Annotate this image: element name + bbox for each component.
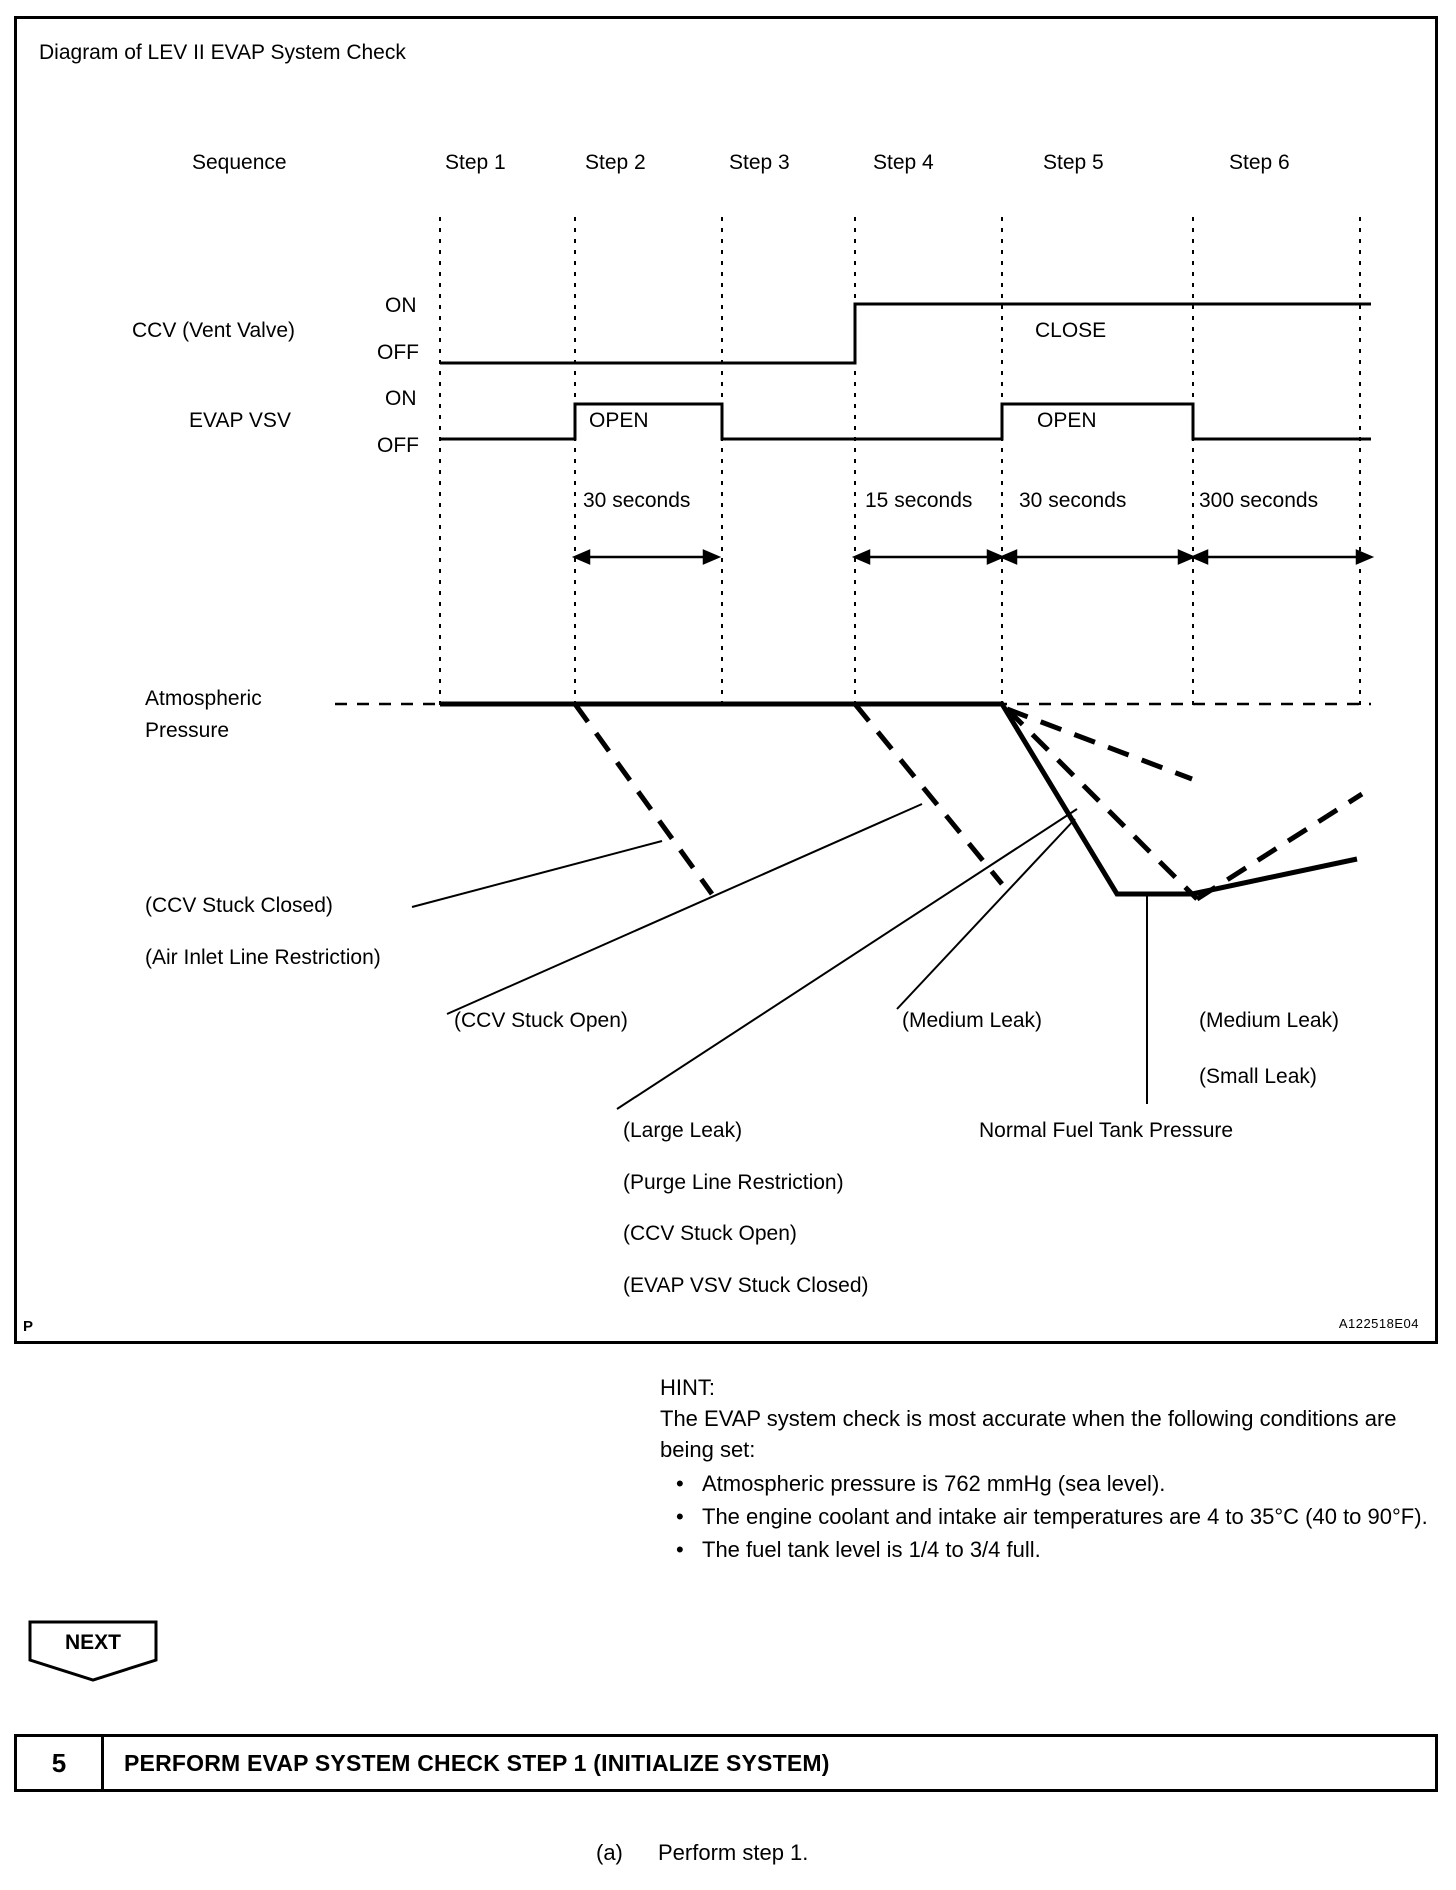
evap-diagram-panel	[14, 16, 1438, 1344]
diagram-title: Diagram of LEV II EVAP System Check	[39, 41, 406, 64]
duration-label-2: 15 seconds	[865, 489, 973, 512]
step-label-4: Step 4	[873, 151, 934, 174]
evap-vsv-row-name: EVAP VSV	[189, 409, 291, 432]
duration-label-1: 30 seconds	[583, 489, 691, 512]
duration-label-3: 30 seconds	[1019, 489, 1127, 512]
step-title: PERFORM EVAP SYSTEM CHECK STEP 1 (INITIALIZE SYSTEM)	[124, 1749, 830, 1776]
atmospheric-pressure-label-line2: Pressure	[145, 719, 230, 742]
hint-body: The EVAP system check is most accurate when the following conditions are being set:	[660, 1406, 1397, 1463]
sub-instruction-marker: (a)	[596, 1840, 623, 1865]
step-label-2: Step 2	[585, 151, 646, 174]
ccv-close-state: CLOSE	[1035, 319, 1107, 342]
bullet-glyph: •	[676, 1503, 684, 1529]
diagram-graphics	[17, 19, 1441, 1347]
hint-bullet-text: The engine coolant and intake air temperatures are 4 to 35°C (40 to 90°F).	[702, 1503, 1428, 1529]
duration-label-4: 300 seconds	[1199, 489, 1319, 512]
annotation-normal-fuel-tank-pressure: Normal Fuel Tank Pressure	[979, 1119, 1234, 1142]
hint-bullet-text: The fuel tank level is 1/4 to 3/4 full.	[702, 1537, 1041, 1563]
atmospheric-pressure-label-line1: Atmospheric	[145, 687, 262, 710]
ccv-row-name: CCV (Vent Valve)	[132, 319, 296, 342]
list-item	[660, 1501, 1450, 1532]
step-label-5: Step 5	[1043, 151, 1104, 174]
bullet-glyph: •	[676, 1470, 684, 1496]
step-bar	[14, 1734, 1438, 1792]
sequence-label: Sequence	[192, 151, 287, 174]
next-banner	[28, 1620, 158, 1682]
list-item	[660, 1468, 1450, 1499]
step-label-1: Step 1	[445, 151, 506, 174]
step-label-6: Step 6	[1229, 151, 1290, 174]
hint-bullet-list	[660, 1468, 1450, 1566]
step-label-3: Step 3	[729, 151, 790, 174]
ccv-on-label: ON	[385, 294, 417, 317]
figure-code: A122518E04	[1338, 1316, 1419, 1331]
step-number: 5	[17, 1737, 104, 1789]
evap-vsv-open-state-1: OPEN	[589, 409, 649, 432]
hint-block	[660, 1372, 1450, 1565]
annotation-ccv-stuck-open: (CCV Stuck Open)	[454, 1009, 628, 1032]
evap-vsv-off-label: OFF	[377, 434, 419, 457]
annotation-air-inlet-restriction: (Air Inlet Line Restriction)	[145, 946, 381, 969]
hint-heading: HINT:	[660, 1375, 715, 1400]
annotation-small-leak: (Small Leak)	[1199, 1065, 1317, 1088]
next-label: NEXT	[64, 1631, 121, 1654]
list-item	[660, 1534, 1450, 1565]
page-corner-mark: P	[23, 1318, 34, 1335]
annotation-ccv-stuck-closed: (CCV Stuck Closed)	[145, 894, 333, 917]
evap-vsv-on-label: ON	[385, 387, 417, 410]
annotation-large-leak: (Large Leak)	[623, 1119, 743, 1142]
sub-instruction-text: Perform step 1.	[658, 1840, 809, 1865]
annotation-evap-vsv-stuck-closed: (EVAP VSV Stuck Closed)	[623, 1274, 869, 1297]
sub-instruction	[596, 1840, 808, 1866]
annotation-medium-leak-right: (Medium Leak)	[1199, 1009, 1340, 1032]
ccv-off-label: OFF	[377, 341, 419, 364]
bullet-glyph: •	[676, 1537, 684, 1563]
annotation-medium-leak-mid: (Medium Leak)	[902, 1009, 1043, 1032]
annotation-purge-line-restriction: (Purge Line Restriction)	[623, 1171, 844, 1194]
hint-bullet-text: Atmospheric pressure is 762 mmHg (sea level).	[702, 1470, 1166, 1496]
annotation-ccv-stuck-open-2: (CCV Stuck Open)	[623, 1222, 797, 1245]
evap-vsv-open-state-2: OPEN	[1037, 409, 1097, 432]
